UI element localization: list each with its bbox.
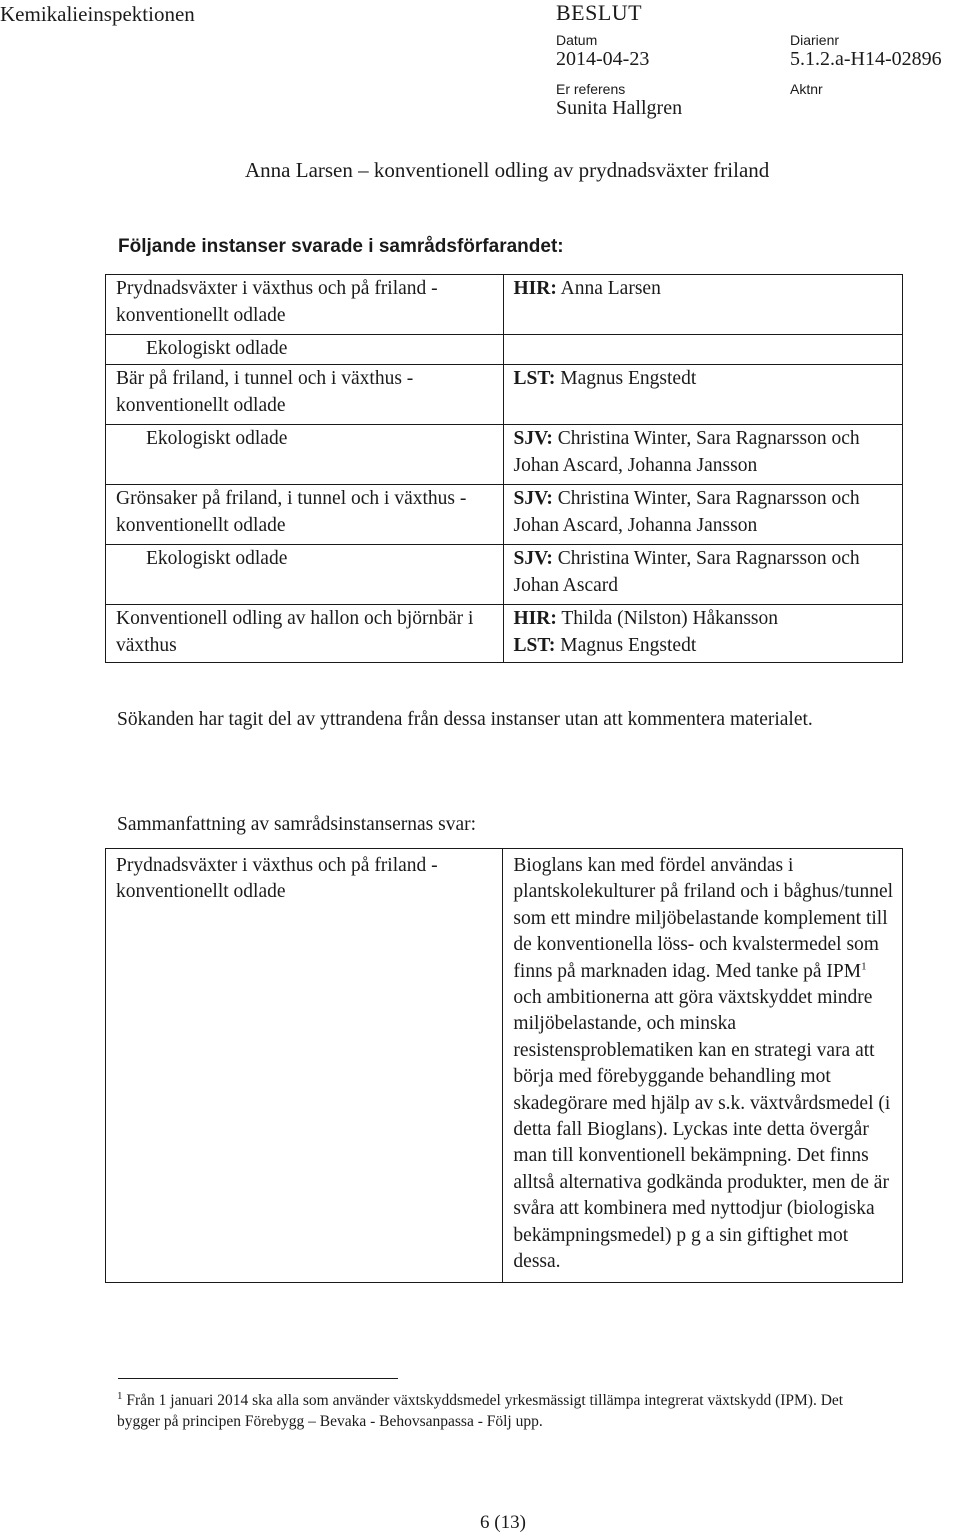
table-row <box>106 365 903 425</box>
responder-prefix: HIR: <box>513 608 557 629</box>
crop-cell: Bär på friland, i tunnel och i växthus - konventionellt odlade <box>106 365 504 425</box>
document-title: Anna Larsen – konventionell odling av prydnadsväxter friland <box>245 158 770 182</box>
responder-cell <box>503 365 902 425</box>
crop-cell: Konventionell odling av hallon och björnbär i växthus <box>106 605 504 663</box>
datum-value: 2014-04-23 <box>556 48 650 70</box>
aktnr-label: Aktnr <box>790 81 823 97</box>
answer-text: Bioglans kan med fördel användas i plantskolekulturer på friland och i båghus/tunnel som ett mindre miljöbelastande komplement till de konventionella löss- och kvalstermedel som finns på marknaden idag. Med tanke på IPM <box>513 855 894 982</box>
answer-text: och ambitionerna att göra växtskyddet mindre miljöbelastande, och minska resistensproblematiken kan en strategi vara att börja med förebyggande behandling mot skadegörare med hjälp av s.k. växtvårdsmedel (i detta fall Bioglans). Lyckas inte detta övergår man till konventionell bekämpning. Det finns alltså alternativa godkända produkter, men de är svåra att kombinera med nyttodjur (biologiska bekämpningsmedel) p g a sin giftighet mot dessa. <box>513 987 891 1273</box>
table-row <box>106 425 903 485</box>
table-row <box>106 485 903 545</box>
responder-names: Thilda (Nilston) Håkansson <box>556 608 779 629</box>
crop-cell: Prydnadsväxter i växthus och på friland - konventionellt odlade <box>106 849 503 1283</box>
datum-label: Datum <box>556 32 598 48</box>
responder-names: Magnus Engstedt <box>555 635 697 656</box>
referens-label: Er referens <box>556 81 626 97</box>
responder-prefix: SJV: <box>513 548 553 569</box>
summary-table <box>105 848 903 1283</box>
footnote-divider <box>118 1378 398 1379</box>
responder-prefix: HIR: <box>513 278 557 299</box>
responder-cell <box>503 425 902 485</box>
footnote <box>117 1390 857 1432</box>
responder-names: Christina Winter, Sara Ragnarsson och Johan Ascard, Johanna Jansson <box>513 488 860 536</box>
diarienr-value: 5.1.2.a-H14-02896 <box>790 48 942 70</box>
responder-names: Christina Winter, Sara Ragnarsson och Johan Ascard <box>513 548 860 596</box>
table-row <box>106 335 903 365</box>
summary-heading: Sammanfattning av samrådsinstansernas svar: <box>117 814 477 835</box>
page-number: 6 (13) <box>480 1512 526 1533</box>
footnote-text: Från 1 januari 2014 ska alla som använder växtskyddsmedel yrkesmässigt tillämpa integrerat växtskydd (IPM). Det bygger på principen Förebygg – Bevaka - Behovsanpassa - Följ upp. <box>117 1392 844 1430</box>
table-row <box>106 275 903 335</box>
responder-cell <box>503 275 902 335</box>
responder-cell <box>503 335 902 365</box>
responder-cell <box>503 485 902 545</box>
applicant-note: Sökanden har tagit del av yttrandena från dessa instanser utan att kommentera materialet. <box>117 709 813 730</box>
responder-names: Anna Larsen <box>556 278 661 299</box>
crop-cell: Ekologiskt odlade <box>106 425 504 485</box>
crop-cell: Grönsaker på friland, i tunnel och i växthus - konventionellt odlade <box>106 485 504 545</box>
table-row <box>106 849 903 1283</box>
responder-prefix: LST: <box>513 368 556 389</box>
referens-value: Sunita Hallgren <box>556 97 683 119</box>
crop-cell: Prydnadsväxter i växthus och på friland - konventionellt odlade <box>106 275 504 335</box>
consultation-table <box>105 274 903 663</box>
footnote-ref: 1 <box>861 960 867 973</box>
responder-names: Magnus Engstedt <box>555 368 697 389</box>
organization-name: Kemikalieinspektionen <box>0 2 195 26</box>
responder-names: Christina Winter, Sara Ragnarsson och Johan Ascard, Johanna Jansson <box>513 428 860 476</box>
responder-prefix: SJV: <box>513 488 553 509</box>
crop-cell: Ekologiskt odlade <box>106 545 504 605</box>
crop-cell: Ekologiskt odlade <box>106 335 504 365</box>
responder-cell <box>503 545 902 605</box>
consultation-heading: Följande instanser svarade i samrådsförfarandet: <box>118 236 564 257</box>
table-row <box>106 605 903 663</box>
responder-prefix: LST: <box>513 635 556 656</box>
table-row <box>106 545 903 605</box>
responder-cell <box>503 605 902 663</box>
footnote-number: 1 <box>117 1389 123 1402</box>
responder-prefix: SJV: <box>513 428 553 449</box>
answer-cell <box>503 849 903 1283</box>
diarienr-label: Diarienr <box>790 32 840 48</box>
document-type: BESLUT <box>556 0 643 25</box>
